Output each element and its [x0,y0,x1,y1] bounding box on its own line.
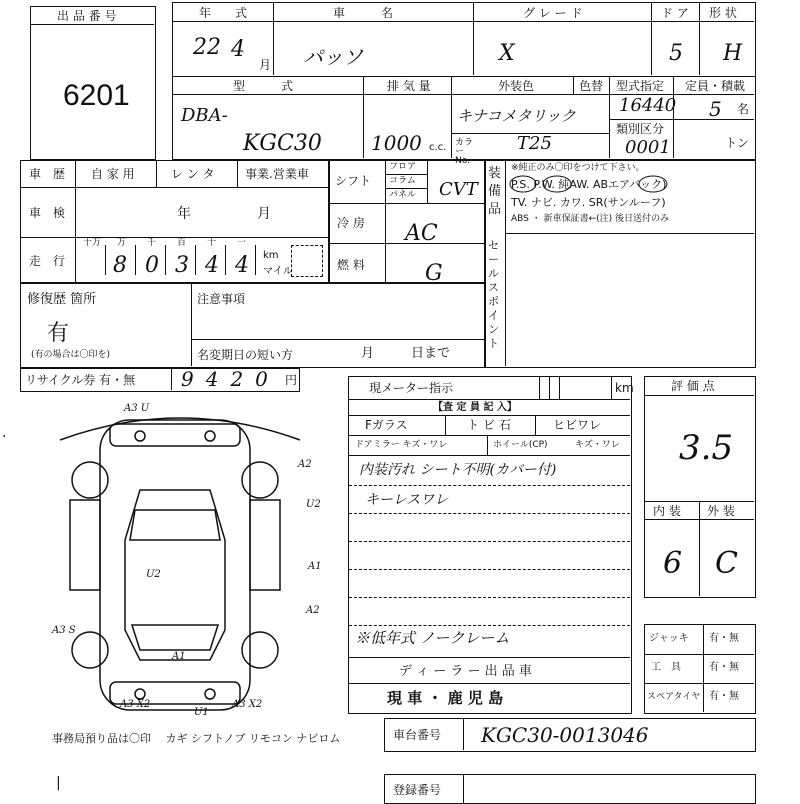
damage-mark-10: U1 [194,707,209,718]
chassis-value: KGC30-0013046 [481,723,649,747]
equipment-note: ※純正のみ〇印をつけて下さい。 [511,163,645,173]
door-label: ド ア [661,6,689,20]
mileage-digit-3: 3 [175,253,189,278]
comment-line-3: ※低年式 ノークレーム [355,629,510,647]
fuel-label: 燃 料 [337,258,365,272]
damage-mark-1: A3 U [124,403,150,414]
ac-value: AC [405,221,438,246]
capacity-unit: 名 [737,102,750,116]
damage-mark-3: U2 [306,499,321,510]
lot-box [30,6,156,160]
color-no-value: T25 [517,133,552,154]
displacement-unit: c.c. [429,142,447,153]
inspector-header: 【査 定 員 記 入】 [433,402,517,413]
year-value: 22 [193,35,221,60]
mileage-digit-2: 0 [145,253,159,278]
exterior-label: 外 装 [707,504,735,518]
inspection-month-unit: 月 [257,206,271,222]
equipment-line-2: TV. ナビ. カワ. SR(サンルーフ) [511,196,666,209]
equipment-label: 装備品 [488,166,502,217]
exterior-value: C [715,546,738,581]
spare-value: 有・無 [709,691,739,702]
comment-line-1: 内装汚れ シート不明(カバー付) [359,462,557,478]
tools-block [644,624,756,714]
lot-number: 6201 [63,79,130,112]
history-block [20,160,330,284]
equipment-block [484,160,756,368]
recycle-label: リサイクル券 有・無 [25,373,136,387]
model-row [172,76,756,166]
history-label: 車 歴 [29,167,66,181]
mileage-label: 走 行 [29,254,66,268]
class-label: 類別区分 [616,122,665,136]
repair-history-note: (有の場合は〇印を) [31,350,111,360]
windshield-label: Fガラス [365,418,408,432]
mirror-label: ドアミラー キズ・ワレ [355,440,448,450]
notes-label: 注意事項 [197,292,246,306]
sales-point-label: セールスポイント [488,239,499,350]
recycle-value: 9420 [181,367,280,391]
damage-mark-2: A2 [298,459,312,470]
car-name-label: 車 名 [333,6,394,20]
chassis-label: 車台番号 [393,728,442,742]
model-value-1: DBA- [181,105,228,126]
digit-label-1: 一 [237,238,247,248]
type-spec-value: 16440 [619,95,677,116]
rating-label: 評 価 点 [671,379,715,393]
wheel-mark: キズ・ワレ [575,440,620,450]
color-no-label: カラー No. [455,138,474,166]
chip-mark: ビ [483,418,496,432]
chip-label: ト [467,418,480,432]
mileage-digit-4: 4 [205,253,219,278]
crack-label: ヒビワレ [553,418,602,432]
damage-mark-7: A1 [172,651,186,662]
wheel-label: ホイール(CP) [493,440,548,450]
digit-label-100: 百 [177,238,187,248]
grade-value: X [499,41,515,66]
rating-score: 3.5 [679,428,734,468]
meter-label: 現メーター指示 [369,381,454,395]
location-label: 現 車 ・ 鹿 児 島 [387,689,504,707]
inspection-label: 車 検 [29,206,66,220]
shape-label: 形 状 [709,6,737,20]
doors-value: 5 [669,41,683,66]
class-value: 0001 [625,137,671,158]
registration-label: 登録番号 [393,783,442,797]
rating-block [644,376,756,598]
recycle-unit: 円 [285,373,298,387]
stone-label: 石 [499,418,512,432]
digit-label-10k: 万 [117,238,127,248]
model-value-2: KGC30 [243,131,322,156]
rental-option: レ ン タ [171,167,215,181]
color-value: キナコメタリック [457,107,576,125]
repair-block [20,282,486,368]
dealer-label: デ ィ ー ラ ー 出 品 車 [399,664,532,679]
ac-label: 冷 房 [337,216,365,230]
shift-label: シフト [335,174,372,188]
meter-km-unit: km [615,381,634,395]
year-month-unit: 月 [259,58,272,72]
interior-label: 内 装 [653,504,681,518]
shift-panel-option: パネル [389,190,417,200]
displacement-value: 1000 [371,131,422,155]
damage-mark-9: A3 X2 [120,699,151,710]
shift-column-option: コラム [389,176,416,186]
damage-mark-4: A1 [308,561,322,572]
ton-unit: トン [725,136,750,150]
recycle-block [20,368,300,392]
digit-label-10: 十 [207,238,217,248]
tool-value: 有・無 [709,662,739,673]
short-expiry-label: 名変期日の短い方 [197,348,294,362]
spare-label: スペアタイヤ [647,692,701,702]
damage-mark-8: A3 S [52,625,76,636]
lot-label: 出 品 番 号 [57,9,117,23]
repair-history-label: 修復歴 箇所 [27,292,97,307]
fuel-value: G [425,261,443,286]
digit-label-100k: 十万 [83,238,102,248]
chassis-block [384,718,756,752]
margin-mark: | [56,775,61,791]
equipment-line-1: P.S. P.W. 純AW. ABエアバック) [511,178,667,191]
mileage-digit-1: 8 [113,253,127,278]
km-unit: km [263,250,279,261]
expiry-month-unit: 月 [361,346,375,361]
business-option: 事業.営業車 [245,167,309,181]
office-note: 事務局預り品は〇印 カギ シフトノブ リモコン ナビロム [52,732,341,745]
damage-mark-5: A2 [306,605,320,616]
interior-value: 6 [663,546,683,581]
tool-label: 工 具 [651,662,681,673]
year-month-value: 4 [231,37,245,62]
jack-label: ジャッキ [649,633,689,644]
damage-mark-11: A3 X2 [232,699,263,710]
expiry-day-unit: 日まで [411,346,451,361]
capacity-label: 定員・積載 [685,79,746,93]
header-row [172,2,756,77]
model-label: 型 式 [233,79,294,93]
type-spec-label: 型式指定 [616,79,665,93]
repair-history-value: 有 [47,321,70,346]
dot-mark: · [2,429,7,445]
mileage-digit-5: 4 [235,253,249,278]
equipment-circles [485,161,755,231]
shift-floor-option: フロア [389,162,417,172]
capacity-value: 5 [709,97,722,121]
digit-label-1k: 千 [147,238,157,248]
color-change-label: 色替 [579,79,604,93]
year-label: 年 式 [199,6,248,20]
damage-mark-6: U2 [146,569,161,580]
grade-label: グ レ ー ド [523,6,583,20]
mile-unit: マイル [263,266,293,277]
shape-value: H [723,41,743,66]
jack-value: 有・無 [709,633,739,644]
equipment-line-3: ABS ・ 新車保証書←(注) 後日送付のみ [511,214,670,224]
private-use-option: 自 家 用 [91,167,135,181]
inspector-block [348,376,632,714]
shift-block [328,160,486,284]
exterior-color-label: 外装色 [498,79,535,93]
car-name-value: パッソ [303,45,363,69]
comment-line-2: キーレスワレ [365,492,449,508]
inspection-year-unit: 年 [177,206,191,222]
shift-value: CVT [439,179,478,200]
displacement-label: 排 気 量 [387,79,431,93]
